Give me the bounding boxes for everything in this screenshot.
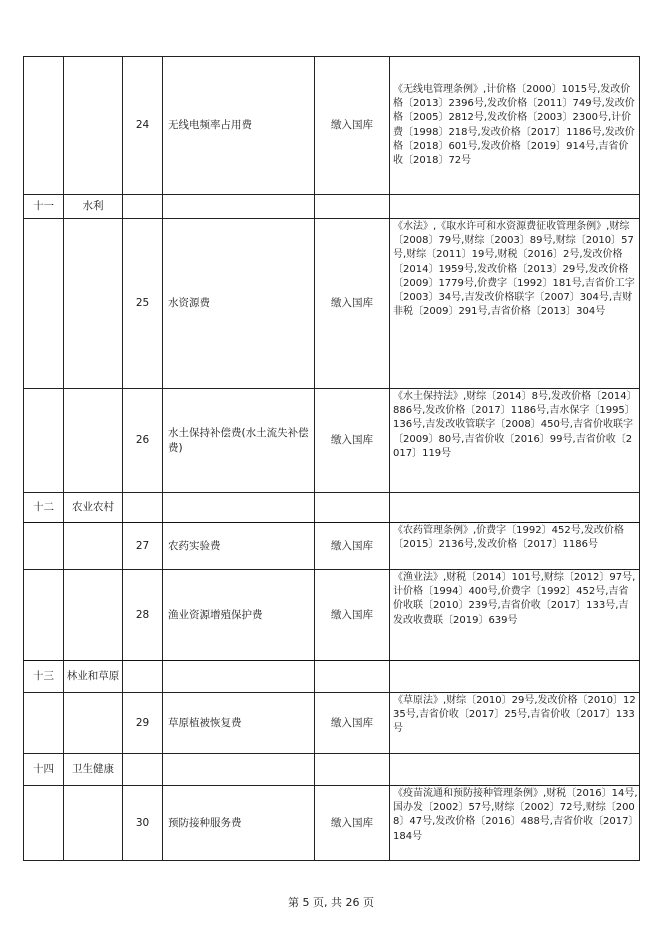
fee-name-cell: [163, 493, 315, 523]
category-name-cell: [64, 693, 123, 754]
fee-name-cell: 预防接种服务费: [163, 786, 315, 861]
item-number-cell: [123, 493, 163, 523]
item-number-cell: [123, 195, 163, 219]
category-number-cell: [24, 693, 64, 754]
fee-name-cell: 农药实验费: [163, 523, 315, 570]
category-number-cell: [24, 57, 64, 195]
table-row: [24, 493, 640, 523]
table-row: [24, 57, 640, 195]
category-number-cell: 十四: [24, 754, 64, 786]
table-row: [24, 195, 640, 219]
policy-basis-cell: 《农药管理条例》,价费字〔1992〕452号,发改价格〔2015〕2136号,发改价格〔2017〕1186号: [390, 523, 640, 570]
fee-name-cell: [163, 754, 315, 786]
fee-name-cell: 水土保持补偿费(水土流失补偿费): [163, 389, 315, 493]
destination-cell: 缴入国库: [315, 219, 390, 389]
page-number-label: 第 5 页, 共 26 页: [288, 896, 374, 909]
fee-name-cell: 草原植被恢复费: [163, 693, 315, 754]
table-row: [24, 693, 640, 754]
fee-table: [23, 56, 640, 861]
item-number-cell: 28: [123, 570, 163, 661]
category-name-cell: [64, 570, 123, 661]
category-name-cell: 农业农村: [64, 493, 123, 523]
policy-basis-cell: 《疫苗流通和预防接种管理条例》,财税〔2016〕14号,国办发〔2002〕57号,财综〔2002〕72号,财综〔2008〕47号,发改价格〔2016〕488号,吉省价收〔2017〕184号: [390, 786, 640, 861]
policy-basis-cell: [390, 493, 640, 523]
table-row: [24, 570, 640, 661]
category-number-cell: [24, 523, 64, 570]
destination-cell: 缴入国库: [315, 570, 390, 661]
item-number-cell: 29: [123, 693, 163, 754]
destination-cell: [315, 493, 390, 523]
item-number-cell: 27: [123, 523, 163, 570]
category-number-cell: [24, 570, 64, 661]
policy-basis-cell: [390, 195, 640, 219]
policy-basis-cell: [390, 661, 640, 693]
destination-cell: 缴入国库: [315, 693, 390, 754]
policy-basis-cell: 《水土保持法》,财综〔2014〕8号,发改价格〔2014〕886号,发改价格〔2017〕1186号,吉水保字〔1995〕136号,吉发改收管联字〔2008〕450号,吉省价收联字〔2009〕80号,吉省价收〔2016〕99号,吉省价收〔2017〕119号: [390, 389, 640, 493]
destination-cell: 缴入国库: [315, 786, 390, 861]
category-name-cell: 卫生健康: [64, 754, 123, 786]
table-row: [24, 523, 640, 570]
table-row: [24, 389, 640, 493]
category-number-cell: 十三: [24, 661, 64, 693]
category-number-cell: [24, 786, 64, 861]
table-row: [24, 786, 640, 861]
fee-name-cell: [163, 661, 315, 693]
table-row: [24, 661, 640, 693]
policy-basis-cell: 《水法》,《取水许可和水资源费征收管理条例》,财综〔2008〕79号,财综〔2003〕89号,财综〔2010〕57号,财综〔2011〕19号,财税〔2016〕2号,发改价格〔2014〕1959号,发改价格〔2013〕29号,发改价格〔2009〕1779号,价费字〔1992〕181号,吉省价工字〔2003〕34号,吉发改价格联字〔2007〕304号,吉财非税〔2009〕291号,吉省价格〔2013〕304号: [390, 219, 640, 389]
item-number-cell: [123, 661, 163, 693]
category-number-cell: [24, 389, 64, 493]
category-number-cell: 十一: [24, 195, 64, 219]
table-row: [24, 754, 640, 786]
destination-cell: [315, 754, 390, 786]
page-footer: [0, 894, 662, 910]
destination-cell: 缴入国库: [315, 389, 390, 493]
policy-basis-cell: 《渔业法》,财税〔2014〕101号,财综〔2012〕97号,计价格〔1994〕400号,价费字〔1992〕452号,吉省价收联〔2010〕239号,吉省价收〔2017〕133号,吉发改收费联〔2019〕639号: [390, 570, 640, 661]
policy-basis-cell: [390, 754, 640, 786]
fee-name-cell: 无线电频率占用费: [163, 57, 315, 195]
item-number-cell: [123, 754, 163, 786]
category-name-cell: [64, 523, 123, 570]
category-name-cell: [64, 389, 123, 493]
item-number-cell: 24: [123, 57, 163, 195]
destination-cell: [315, 661, 390, 693]
fee-name-cell: [163, 195, 315, 219]
policy-basis-cell: 《无线电管理条例》,计价格〔2000〕1015号,发改价格〔2013〕2396号,发改价格〔2011〕749号,发改价格〔2005〕2812号,发改价格〔2003〕2300号,计价费〔1998〕218号,发改价格〔2017〕1186号,发改价格〔2018〕601号,发改价格〔2019〕914号,吉省价收〔2018〕72号: [390, 57, 640, 195]
category-name-cell: [64, 786, 123, 861]
item-number-cell: 25: [123, 219, 163, 389]
destination-cell: 缴入国库: [315, 523, 390, 570]
category-number-cell: [24, 219, 64, 389]
item-number-cell: 26: [123, 389, 163, 493]
category-name-cell: 林业和草原: [64, 661, 123, 693]
fee-name-cell: 水资源费: [163, 219, 315, 389]
category-name-cell: [64, 219, 123, 389]
category-name-cell: 水利: [64, 195, 123, 219]
policy-basis-cell: 《草原法》,财综〔2010〕29号,发改价格〔2010〕1235号,吉省价收〔2017〕25号,吉省价收〔2017〕133号: [390, 693, 640, 754]
fee-name-cell: 渔业资源增殖保护费: [163, 570, 315, 661]
table-row: [24, 219, 640, 389]
destination-cell: 缴入国库: [315, 57, 390, 195]
category-name-cell: [64, 57, 123, 195]
destination-cell: [315, 195, 390, 219]
item-number-cell: 30: [123, 786, 163, 861]
category-number-cell: 十二: [24, 493, 64, 523]
